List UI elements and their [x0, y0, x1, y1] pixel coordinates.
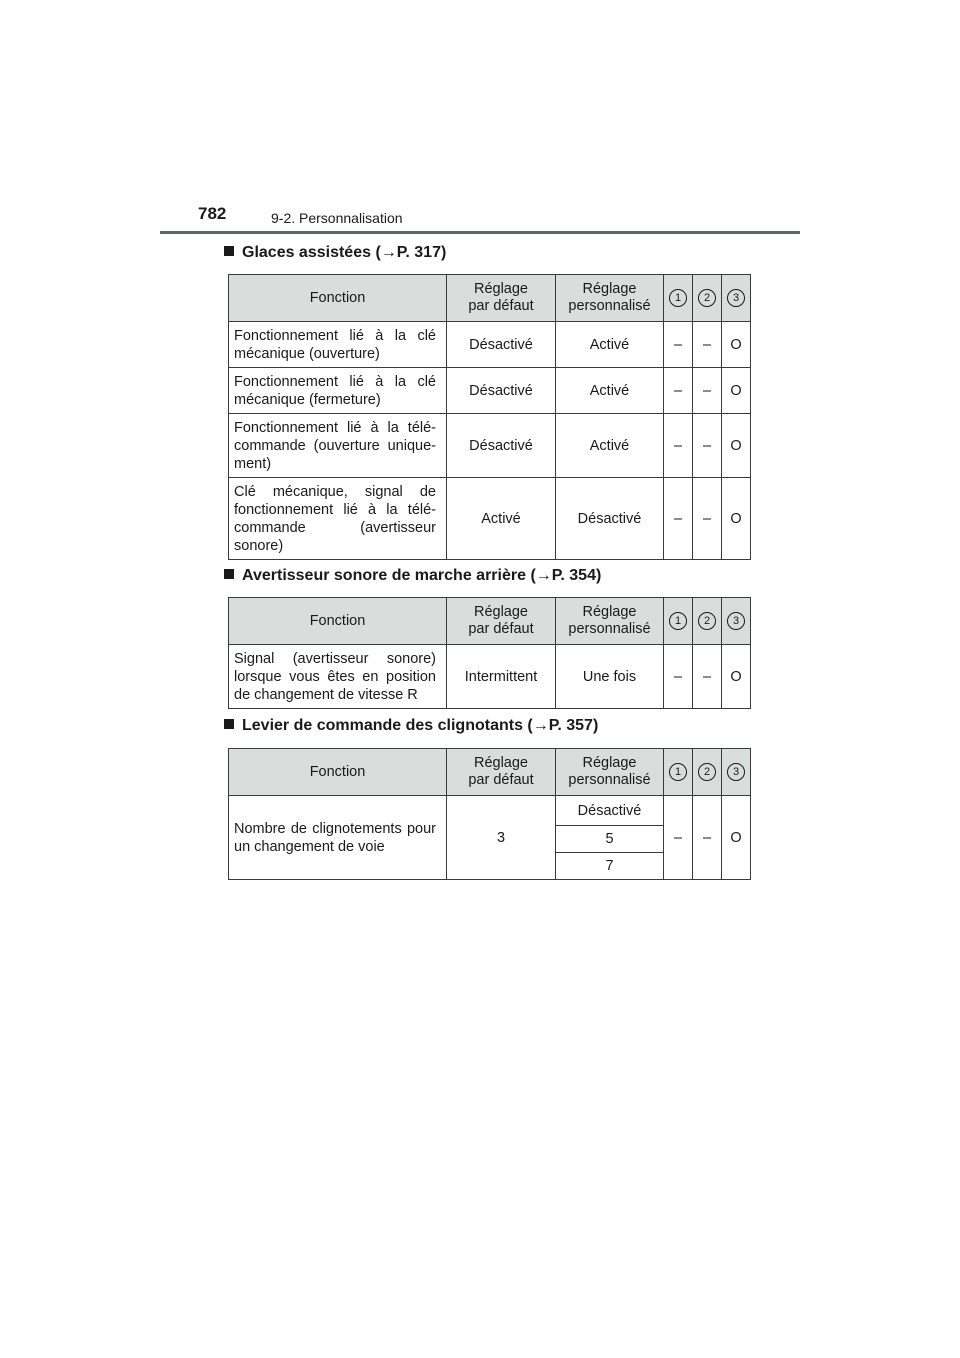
mode-2-cell: – [693, 368, 722, 414]
col-header-mode-2 [693, 275, 722, 322]
col-header-default: Réglage par défaut [447, 749, 556, 796]
col-header-fonction: Fonction [229, 749, 447, 796]
col-header-mode-1 [664, 598, 693, 645]
custom-option-cell: Désactivé [556, 796, 664, 826]
col-header-mode-1 [664, 275, 693, 322]
page-number: 782 [198, 204, 227, 223]
section-title: Glaces assistées (→P. 317) [242, 244, 447, 261]
circled-number-icon: 1 [669, 612, 687, 630]
default-cell: Activé [447, 478, 556, 560]
mode-2-cell: – [693, 414, 722, 478]
custom-cell: Activé [556, 414, 664, 478]
square-bullet-icon [224, 719, 234, 729]
table-levier-clignotants [228, 748, 751, 880]
section-heading-glaces [224, 244, 446, 262]
mode-1-cell: – [664, 414, 693, 478]
custom-cell: Activé [556, 322, 664, 368]
mode-2-cell: – [693, 322, 722, 368]
table-glaces-assistees [228, 274, 751, 560]
col-header-mode-2 [693, 598, 722, 645]
default-cell: Intermittent [447, 645, 556, 709]
col-header-fonction: Fonction [229, 275, 447, 322]
custom-option-cell: 5 [556, 826, 664, 853]
col-header-mode-1 [664, 749, 693, 796]
function-cell: Clé mécanique, signal de fonctionnement lié à la télé-commande (avertisseur sonore) [229, 478, 447, 560]
circled-number-icon: 2 [698, 612, 716, 630]
custom-cell: Activé [556, 368, 664, 414]
table-row [229, 414, 751, 478]
mode-3-cell: O [722, 414, 751, 478]
mode-3-cell: O [722, 796, 751, 880]
custom-cell: Désactivé [556, 478, 664, 560]
section-title: Avertisseur sonore de marche arrière (→P. 354) [242, 567, 602, 584]
circled-number-icon: 2 [698, 289, 716, 307]
function-cell: Fonctionnement lié à la télé-commande (ouverture unique-ment) [229, 414, 447, 478]
table-row [229, 645, 751, 709]
mode-1-cell: – [664, 645, 693, 709]
section-title: Levier de commande des clignotants (→P. 357) [242, 717, 599, 734]
table-header-row [229, 598, 751, 645]
col-header-custom: Réglage personnalisé [556, 598, 664, 645]
circled-number-icon: 1 [669, 289, 687, 307]
header-rule [160, 231, 800, 234]
col-header-mode-2 [693, 749, 722, 796]
section-heading-avertisseur [224, 567, 601, 585]
custom-option-cell: 7 [556, 853, 664, 880]
table-avertisseur-marche-arriere [228, 597, 751, 709]
circled-number-icon: 3 [727, 289, 745, 307]
col-header-custom: Réglage personnalisé [556, 275, 664, 322]
function-cell: Fonctionnement lié à la clé mécanique (ouverture) [229, 322, 447, 368]
default-cell: 3 [447, 796, 556, 880]
col-header-mode-3 [722, 598, 751, 645]
col-header-mode-3 [722, 749, 751, 796]
square-bullet-icon [224, 246, 234, 256]
circled-number-icon: 3 [727, 612, 745, 630]
custom-cell: Une fois [556, 645, 664, 709]
col-header-mode-3 [722, 275, 751, 322]
chapter-title: 9-2. Personnalisation [271, 210, 403, 226]
circled-number-icon: 2 [698, 763, 716, 781]
col-header-default: Réglage par défaut [447, 275, 556, 322]
page-header [160, 200, 800, 236]
square-bullet-icon [224, 569, 234, 579]
mode-2-cell: – [693, 478, 722, 560]
section-heading-clignotants [224, 717, 598, 735]
mode-3-cell: O [722, 478, 751, 560]
col-header-fonction: Fonction [229, 598, 447, 645]
mode-3-cell: O [722, 645, 751, 709]
default-cell: Désactivé [447, 322, 556, 368]
mode-1-cell: – [664, 368, 693, 414]
table-row [229, 368, 751, 414]
table-row [229, 322, 751, 368]
circled-number-icon: 1 [669, 763, 687, 781]
default-cell: Désactivé [447, 368, 556, 414]
mode-3-cell: O [722, 368, 751, 414]
mode-2-cell: – [693, 796, 722, 880]
col-header-default: Réglage par défaut [447, 598, 556, 645]
mode-1-cell: – [664, 478, 693, 560]
function-cell: Nombre de clignotements pour un changement de voie [229, 796, 447, 880]
table-header-row [229, 275, 751, 322]
function-cell: Fonctionnement lié à la clé mécanique (fermeture) [229, 368, 447, 414]
default-cell: Désactivé [447, 414, 556, 478]
circled-number-icon: 3 [727, 763, 745, 781]
mode-2-cell: – [693, 645, 722, 709]
mode-1-cell: – [664, 322, 693, 368]
mode-3-cell: O [722, 322, 751, 368]
table-row [229, 478, 751, 560]
col-header-custom: Réglage personnalisé [556, 749, 664, 796]
table-row [229, 796, 751, 826]
table-header-row [229, 749, 751, 796]
function-cell: Signal (avertisseur sonore) lorsque vous êtes en position de changement de vitesse R [229, 645, 447, 709]
mode-1-cell: – [664, 796, 693, 880]
